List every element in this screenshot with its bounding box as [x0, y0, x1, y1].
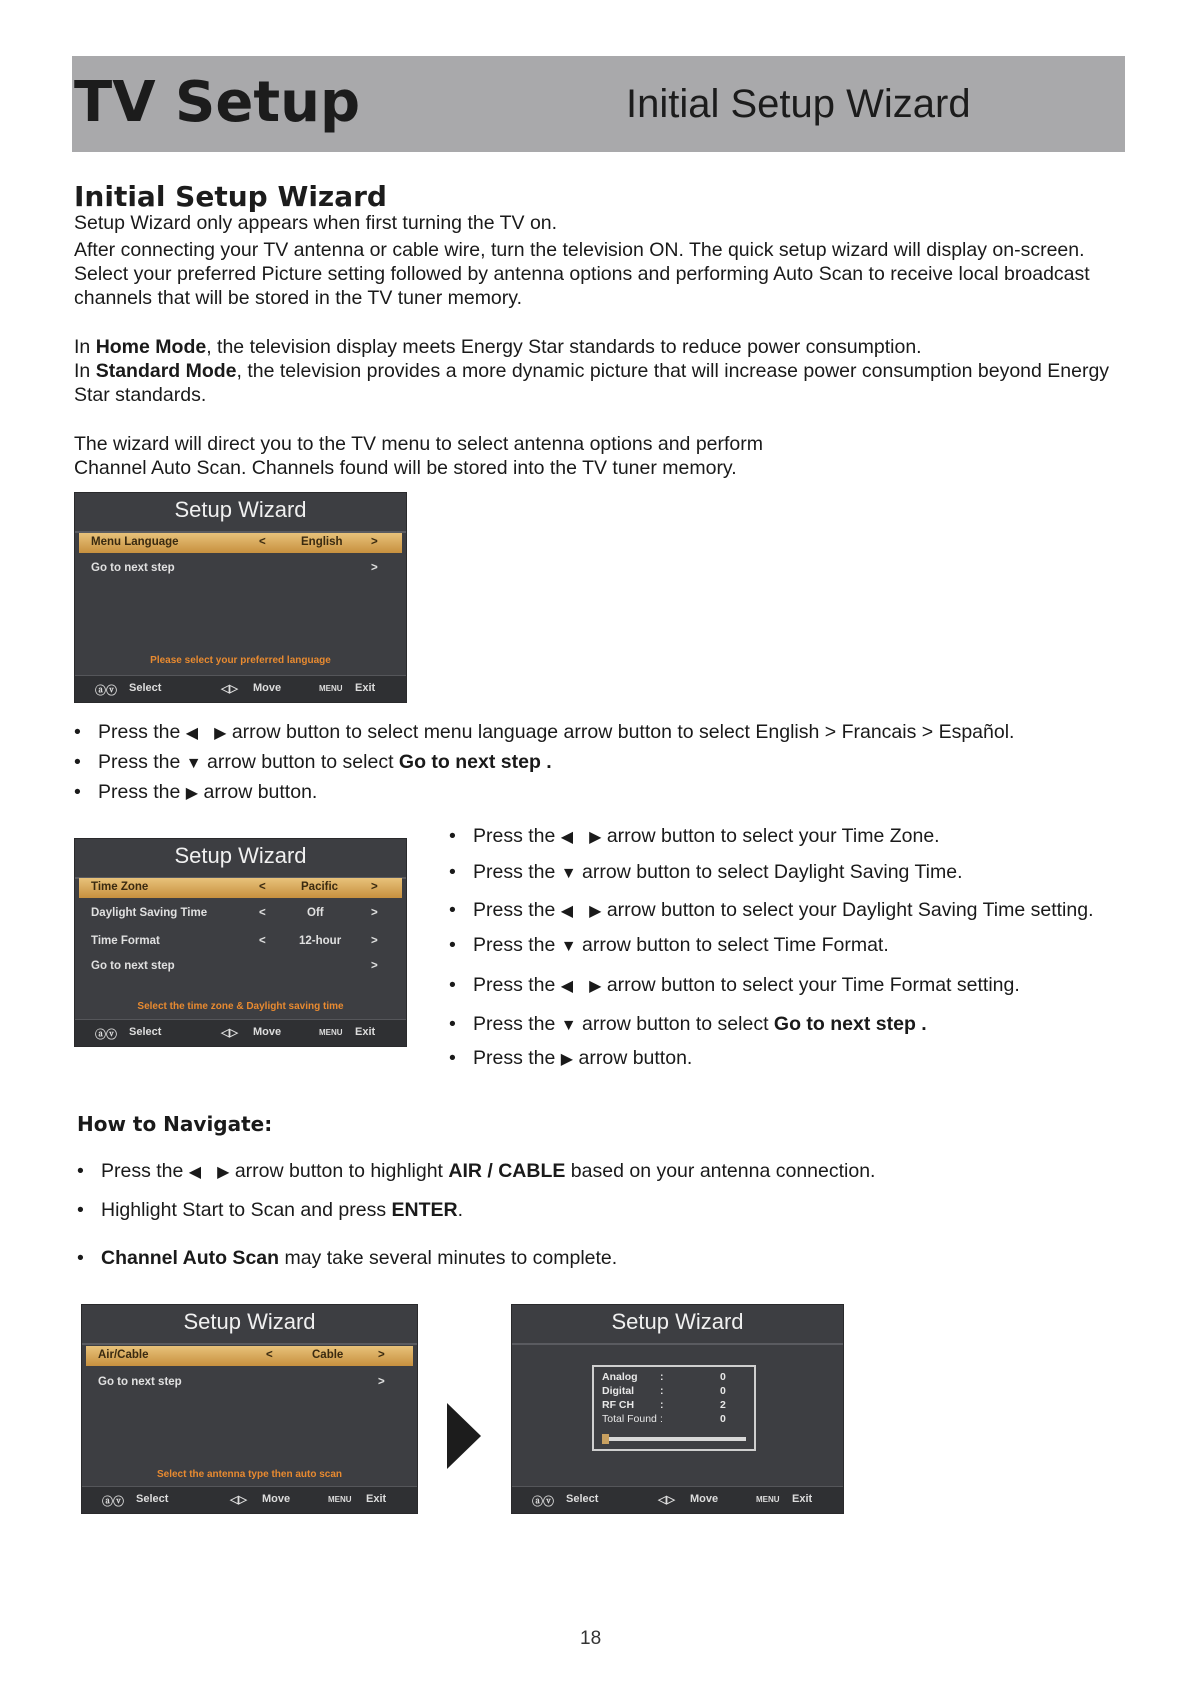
- home-mode-text: In Home Mode, the television display meets Energy Star standards to reduce power consumption.: [74, 336, 922, 358]
- menu-row-next-step: Go to next step >: [91, 960, 378, 972]
- divider: [512, 1343, 843, 1345]
- menu-row-time-zone: Time Zone < Pacific >: [79, 878, 402, 898]
- screen-hint: Select the time zone & Daylight saving time: [137, 1001, 344, 1012]
- setup-wizard-screen-antenna: [81, 1304, 418, 1514]
- list-item: • Channel Auto Scan may take several minutes to complete.: [77, 1247, 875, 1277]
- list-item: • Press the ▼ arrow button to select Go to next step .: [74, 751, 1014, 781]
- move-icon: ◁▷: [230, 1494, 247, 1506]
- menu-row-next-step: Go to next step >: [91, 562, 378, 574]
- navigate-title: How to Navigate:: [77, 1112, 273, 1136]
- scan-row-analog: Analog : 0: [602, 1371, 726, 1383]
- list-item: • Highlight Start to Scan and press ENTER.: [77, 1199, 875, 1247]
- intro-line-1: Setup Wizard only appears when first turning the TV on.: [74, 212, 558, 234]
- move-icon: ◁▷: [221, 683, 238, 695]
- page-header-subtitle: Initial Setup Wizard: [626, 82, 971, 126]
- screen-footer-bar: ⓐⓥ Select ◁▷ Move MENU Exit: [75, 1019, 406, 1046]
- list-item: • Press the ◀ ▶ arrow button to select your Daylight Saving Time setting.: [449, 899, 1094, 934]
- navigate-instructions: [77, 1160, 875, 1277]
- menu-icon: MENU: [756, 1495, 780, 1504]
- list-item: • Press the ◀ ▶ arrow button to highlight AIR / CABLE based on your antenna connection.: [77, 1160, 875, 1199]
- setup-wizard-screen-time: [74, 838, 407, 1047]
- list-item: • Press the ◀ ▶ arrow button to select your Time Format setting.: [449, 974, 1094, 1013]
- wizard-intro-line-2: Channel Auto Scan. Channels found will be stored into the TV tuner memory.: [74, 457, 737, 479]
- page-header-title: TV Setup: [74, 70, 361, 135]
- select-icon: ⓐⓥ: [95, 685, 117, 697]
- list-item: • Press the ◀ ▶ arrow button to select menu language arrow button to select English > Francais > Español.: [74, 721, 1014, 751]
- screen-footer-bar: ⓐⓥ Select ◁▷ Move MENU Exit: [82, 1486, 417, 1513]
- list-item: • Press the ▼ arrow button to select Daylight Saving Time.: [449, 861, 1094, 899]
- screen-title: Setup Wizard: [174, 843, 307, 868]
- intro-line-4: channels that will be stored in the TV tuner memory.: [74, 287, 522, 309]
- list-item: • Press the ▼ arrow button to select Go to next step .: [449, 1013, 1094, 1047]
- menu-row-language: Menu Language < English >: [79, 533, 402, 553]
- screen-hint: Please select your preferred language: [150, 655, 331, 666]
- section-title: Initial Setup Wizard: [74, 180, 387, 213]
- screen-footer-bar: ⓐⓥ Select ◁▷ Move MENU Exit: [512, 1486, 843, 1513]
- move-icon: ◁▷: [658, 1494, 675, 1506]
- screen-footer-bar: ⓐⓥ Select ◁▷ Move MENU Exit: [75, 675, 406, 702]
- next-arrow-icon: [447, 1403, 481, 1469]
- page-number: 18: [580, 1628, 602, 1649]
- select-icon: ⓐⓥ: [95, 1029, 117, 1041]
- select-icon: ⓐⓥ: [532, 1496, 554, 1508]
- language-instructions: [74, 721, 1014, 811]
- list-item: • Press the ▶ arrow button.: [74, 781, 1014, 811]
- time-instructions: [449, 825, 1094, 1077]
- scan-progress-bar: [602, 1437, 746, 1441]
- setup-wizard-screen-language: [74, 492, 407, 703]
- screen-hint: Select the antenna type then auto scan: [156, 1469, 343, 1480]
- standard-mode-text: In Standard Mode, the television provides a more dynamic picture that will increase power consumption beyond Energy: [74, 360, 1110, 382]
- menu-icon: MENU: [319, 684, 343, 693]
- list-item: • Press the ▼ arrow button to select Time Format.: [449, 934, 1094, 974]
- move-icon: ◁▷: [221, 1027, 238, 1039]
- standard-mode-text-2: Star standards.: [74, 384, 207, 406]
- scan-progress-fill: [602, 1434, 609, 1444]
- scan-status-box: [592, 1365, 756, 1451]
- scan-row-total-found: Total Found : 0: [602, 1413, 726, 1425]
- screen-title: Setup Wizard: [174, 497, 307, 522]
- intro-line-2: After connecting your TV antenna or cable wire, turn the television ON. The quick setup wizard will display on-screen.: [74, 239, 1085, 261]
- menu-row-time-format: Time Format < 12-hour >: [91, 935, 378, 947]
- menu-row-daylight-saving: Daylight Saving Time < Off >: [91, 907, 378, 919]
- list-item: • Press the ◀ ▶ arrow button to select your Time Zone.: [449, 825, 1094, 861]
- menu-icon: MENU: [319, 1028, 343, 1037]
- scan-row-rf-ch: RF CH : 2: [602, 1399, 726, 1411]
- list-item: • Press the ▶ arrow button.: [449, 1047, 1094, 1077]
- intro-line-3: Select your preferred Picture setting followed by antenna options and performing Auto Scan to receive local broadcast: [74, 263, 1090, 285]
- wizard-intro-line-1: The wizard will direct you to the TV menu to select antenna options and perform: [74, 433, 764, 455]
- menu-row-next-step: Go to next step >: [98, 1376, 385, 1388]
- scan-row-digital: Digital : 0: [602, 1385, 726, 1397]
- select-icon: ⓐⓥ: [102, 1496, 124, 1508]
- screen-title: Setup Wizard: [611, 1309, 744, 1334]
- menu-row-air-cable: Air/Cable < Cable >: [86, 1346, 413, 1366]
- divider: [82, 1343, 417, 1345]
- setup-wizard-screen-scan: [511, 1304, 844, 1514]
- menu-icon: MENU: [328, 1495, 352, 1504]
- screen-title: Setup Wizard: [183, 1309, 316, 1334]
